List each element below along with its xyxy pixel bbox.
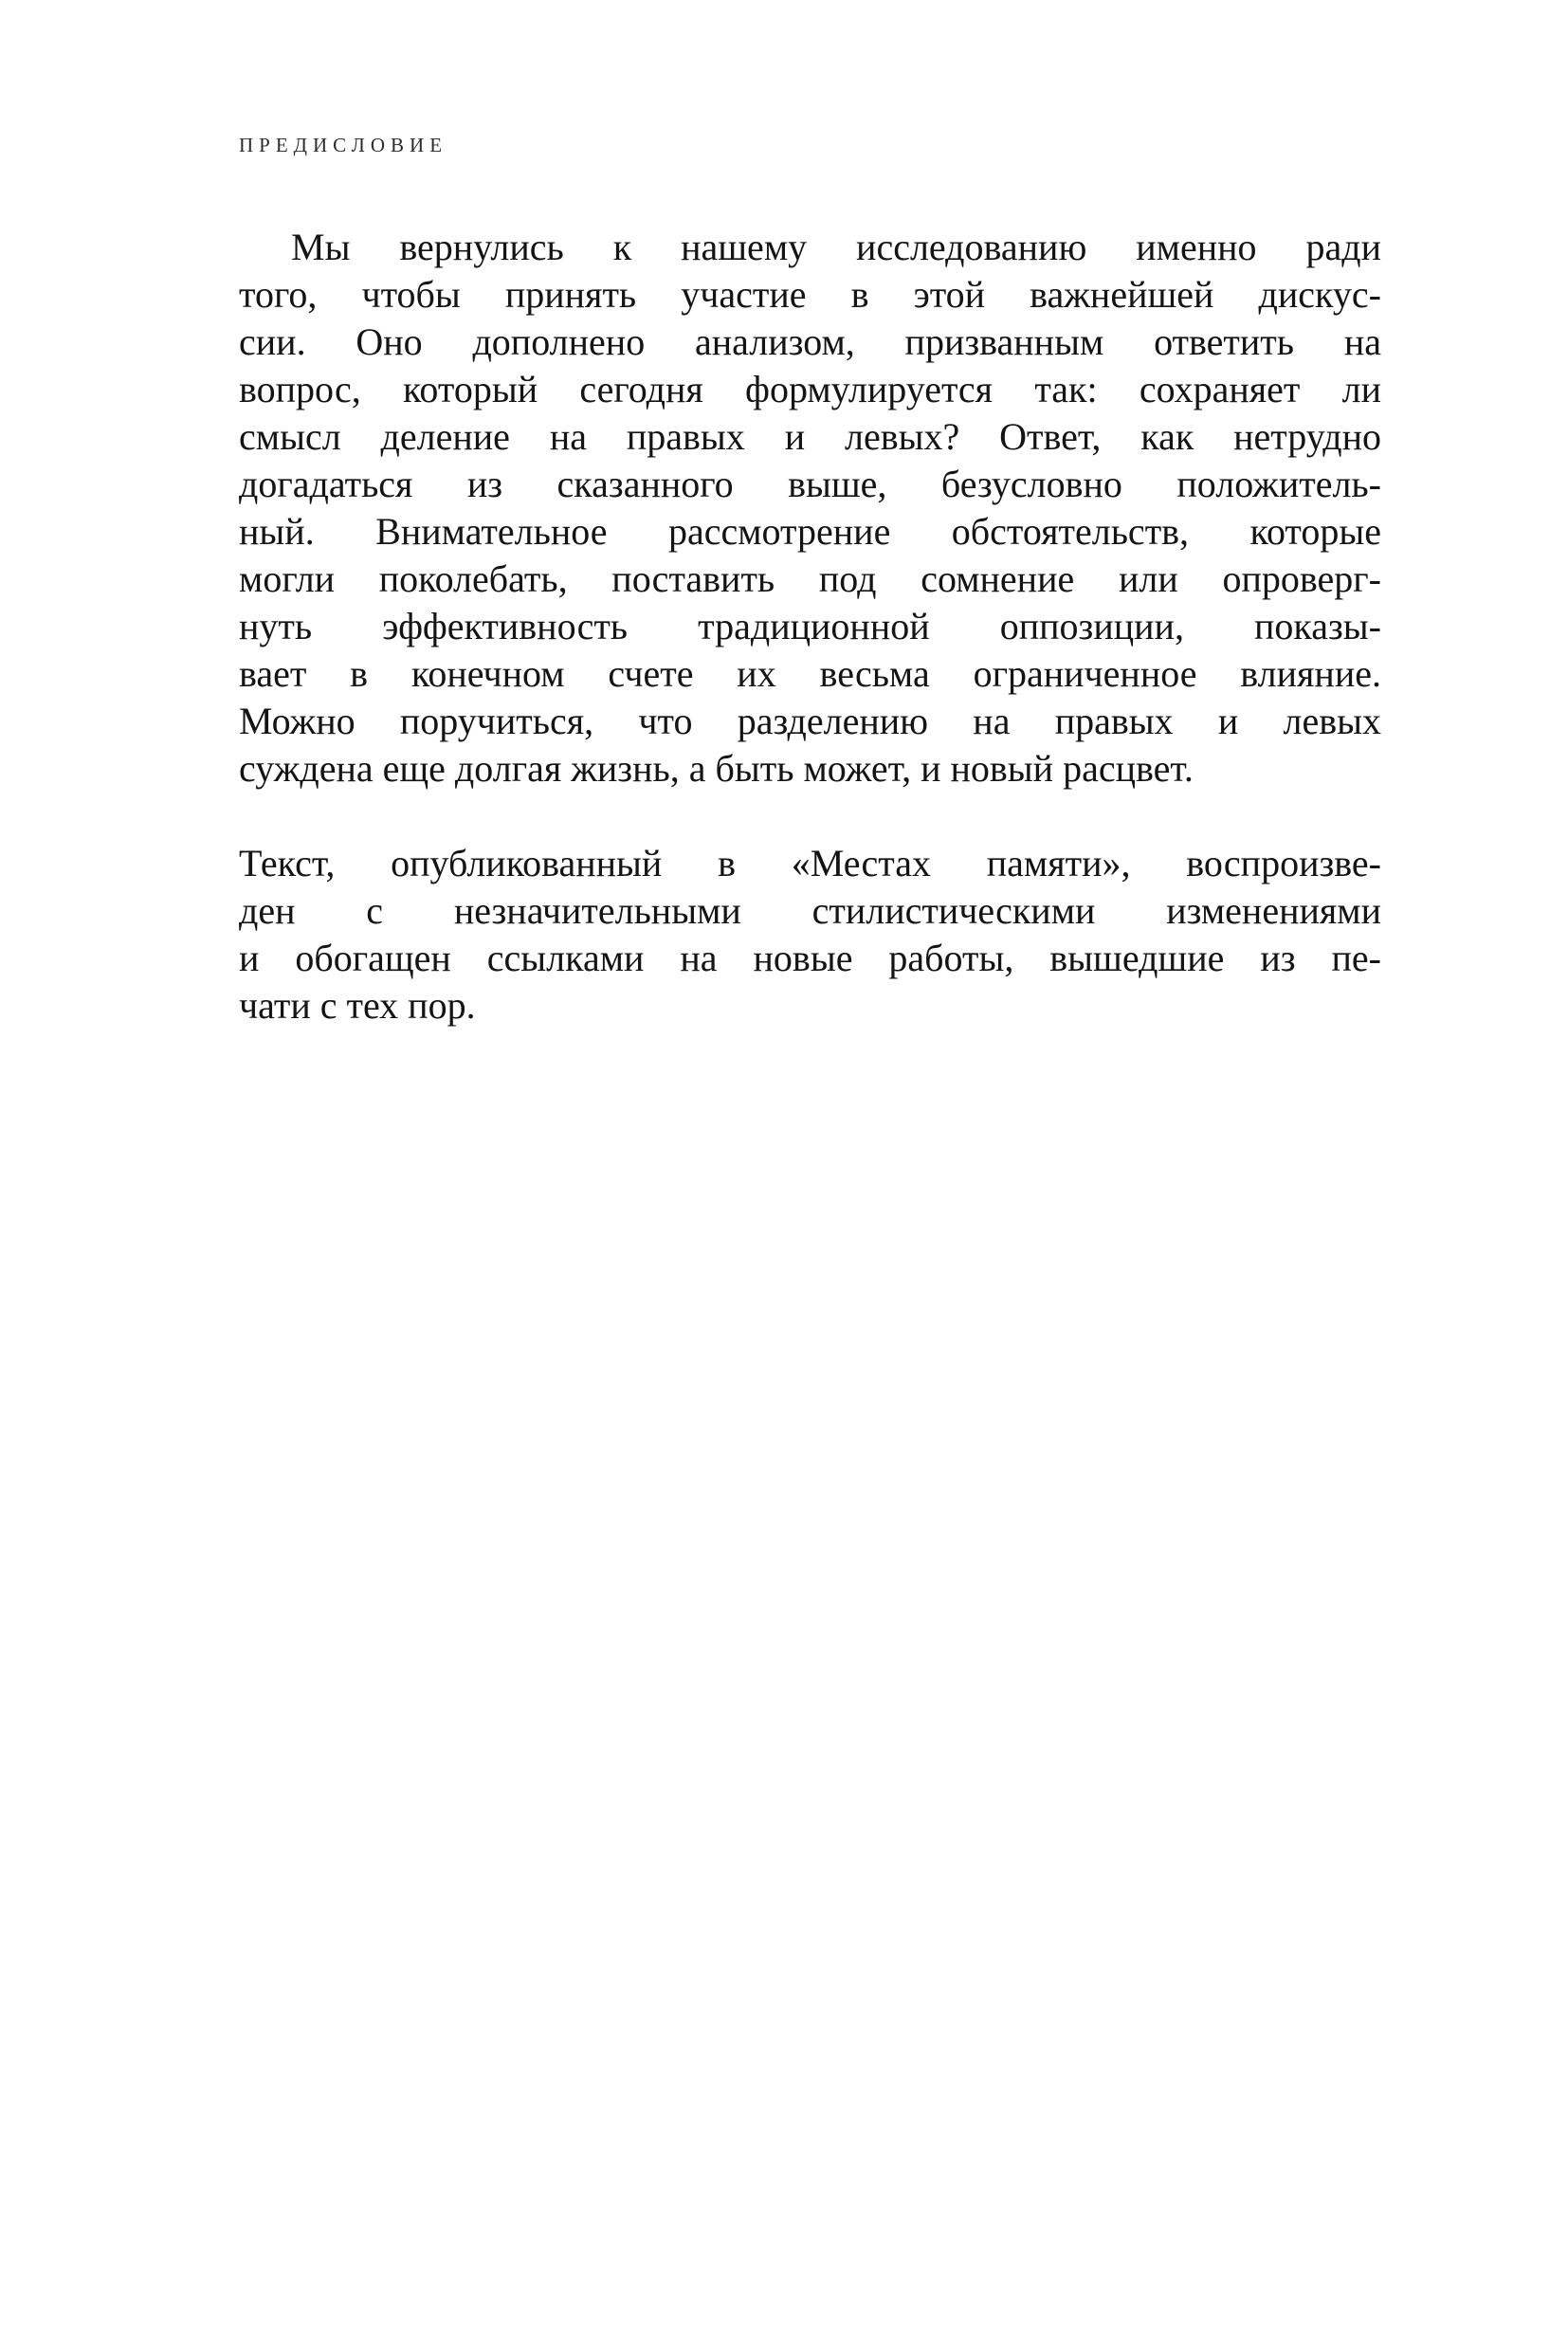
text-line: могли поколебать, поставить под сомнение или опроверг-: [239, 557, 1381, 600]
text-line: Мы вернулись к нашему исследованию именно ради: [291, 226, 1381, 268]
text-line: вает в конечном счете их весьма ограниченное влияние.: [239, 652, 1381, 695]
text-line: догадаться из сказанного выше, безусловно положитель-: [239, 463, 1381, 505]
paragraph-2: [239, 840, 1381, 1030]
text-line: смысл деление на правых и левых? Ответ, как нетрудно: [239, 415, 1381, 458]
text-line: ный. Внимательное рассмотрение обстоятельств, которые: [239, 510, 1381, 553]
body-text: [239, 224, 1381, 1030]
text-line: сии. Оно дополнено анализом, призванным ответить на: [239, 320, 1381, 363]
text-line: и обогащен ссылками на новые работы, вышедшие из пе-: [239, 937, 1381, 979]
text-line: нуть эффективность традиционной оппозиции, показы-: [239, 605, 1381, 647]
text-line: ден с незначительными стилистическими изменениями: [239, 889, 1381, 932]
running-head: ПРЕДИСЛОВИЕ: [239, 134, 448, 156]
text-line: вопрос, который сегодня формулируется так: сохраняет ли: [239, 368, 1381, 410]
paragraph-1: [239, 224, 1381, 793]
text-line: чати с тех пор.: [239, 984, 476, 1027]
text-line: того, чтобы принять участие в этой важнейшей дискус-: [239, 273, 1381, 316]
text-line: Можно поручиться, что разделению на правых и левых: [239, 700, 1381, 742]
text-line: Текст, опубликованный в «Местах памяти», воспроизве-: [239, 842, 1381, 884]
text-line: суждена еще долгая жизнь, а быть может, и новый расцвет.: [239, 747, 1194, 790]
